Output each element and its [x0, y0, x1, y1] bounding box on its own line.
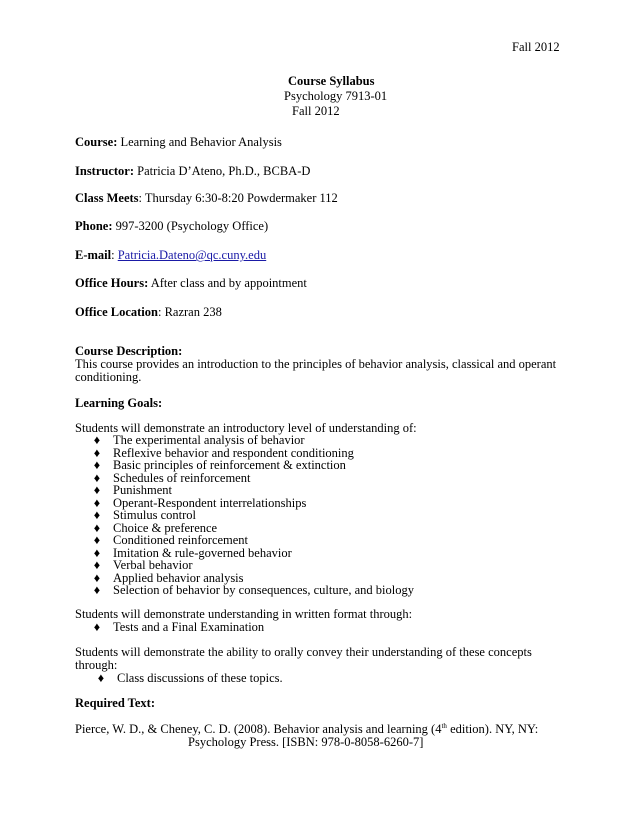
bullet-icon: ♦ — [93, 583, 101, 597]
title-course-syllabus: Course Syllabus — [288, 74, 375, 88]
bullet-icon: ♦ — [93, 520, 101, 535]
office-location-label: Office Location — [75, 305, 158, 319]
list-item: Verbal behavior — [113, 558, 193, 572]
bullet-icon: ♦ — [93, 508, 101, 522]
list-item: Selection of behavior by consequences, culture, and biology — [113, 583, 414, 597]
list-item: Conditioned reinforcement — [113, 533, 249, 547]
office-location-value: : Razran 238 — [157, 305, 222, 319]
title-course-number: Psychology 7913-01 — [284, 89, 388, 103]
list-item: Schedules of reinforcement — [113, 470, 251, 485]
bullet-icon: ♦ — [97, 671, 105, 685]
bullet-icon: ♦ — [93, 470, 101, 485]
bullet-icon: ♦ — [93, 570, 101, 585]
list-item: Class discussions of these topics. — [117, 671, 283, 685]
bullet-icon: ♦ — [93, 533, 101, 547]
goals-intro-written: Students will demonstrate understanding in written format through: — [75, 607, 413, 621]
phone-label: Phone: — [75, 219, 113, 233]
instructor-line — [75, 165, 310, 178]
list-item: Stimulus control — [113, 508, 196, 522]
list-item: Punishment — [113, 483, 173, 497]
citation-text: Pierce, W. D., & Cheney, C. D. (2008). Behavior analysis and learning (4 — [75, 722, 442, 736]
office-hours-value: After class and by appointment — [150, 276, 307, 290]
phone-line — [75, 220, 268, 233]
instructor-label: Instructor: — [75, 164, 135, 178]
description-heading: Course Description: — [75, 344, 183, 358]
bullet-icon: ♦ — [93, 620, 101, 634]
description-line-2: conditioning. — [75, 370, 142, 384]
goals-intro-oral-line-1: Students will demonstrate the ability to orally convey their understanding of these concepts — [75, 645, 532, 659]
goals-intro-understanding: Students will demonstrate an introductory level of understanding of: — [75, 421, 417, 435]
course-label: Course: — [75, 135, 118, 149]
goals-intro-oral-line-2: through: — [75, 658, 118, 672]
bullet-icon: ♦ — [93, 545, 101, 560]
office-hours-label: Office Hours: — [75, 276, 149, 290]
bullet-icon: ♦ — [93, 433, 101, 447]
list-item: The experimental analysis of behavior — [113, 433, 305, 447]
phone-value: 997-3200 (Psychology Office) — [115, 219, 269, 233]
bullet-icon: ♦ — [93, 445, 101, 460]
course-line — [75, 136, 282, 149]
list-item: Tests and a Final Examination — [113, 620, 265, 634]
meets-value: : Thursday 6:30-8:20 Powdermaker 112 — [138, 191, 338, 205]
bullet-icon: ♦ — [93, 483, 101, 497]
email-line — [75, 249, 266, 262]
bullet-icon: ♦ — [93, 458, 101, 472]
office-hours-line — [75, 277, 307, 290]
meets-line — [75, 192, 338, 205]
learning-goals-heading: Learning Goals: — [75, 396, 163, 410]
list-item: Basic principles of reinforcement & extinction — [113, 458, 346, 472]
citation-line-2: Psychology Press. [ISBN: 978-0-8058-6260-7] — [188, 735, 424, 749]
email-link[interactable]: Patricia.Dateno@qc.cuny.edu — [117, 248, 267, 262]
list-item: Choice & preference — [113, 520, 218, 535]
meets-label: Class Meets — [75, 191, 139, 205]
bullet-icon: ♦ — [93, 558, 101, 572]
email-separator: : — [111, 248, 115, 262]
citation-text-end: edition). NY, NY: — [446, 722, 539, 736]
title-term: Fall 2012 — [292, 104, 340, 118]
description-line-1: This course provides an introduction to the principles of behavior analysis, classical and operant — [75, 357, 557, 371]
instructor-value: Patricia D’Ateno, Ph.D., BCBA-D — [137, 164, 311, 178]
required-text-heading: Required Text: — [75, 696, 155, 710]
list-item: Operant-Respondent interrelationships — [113, 495, 307, 510]
citation-superscript: th — [441, 721, 447, 730]
list-item: Imitation & rule-governed behavior — [113, 545, 292, 560]
header-term: Fall 2012 — [512, 40, 560, 54]
office-location-line — [75, 306, 222, 319]
list-item: Applied behavior analysis — [113, 570, 244, 585]
course-value: Learning and Behavior Analysis — [120, 135, 282, 149]
list-item: Reflexive behavior and respondent conditioning — [113, 445, 354, 460]
bullet-icon: ♦ — [93, 495, 101, 510]
email-label: E-mail — [75, 248, 112, 262]
